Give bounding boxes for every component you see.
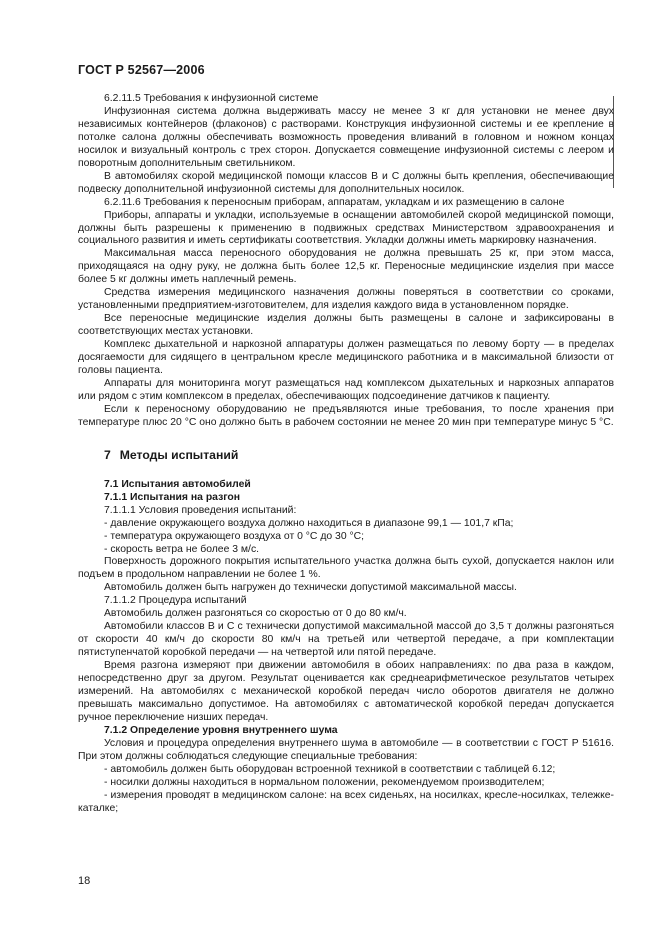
paragraph: Время разгона измеряют при движении автомобиля в обоих направлениях: по два раза в каждом, непосредственно друг за другом. Результат оценивается как среднеарифметическое результатов четырех измерений. На автомобилях с механической коробкой передач число оборотов двигателя не должно превышать максимально допустимое. На автомобилях с автоматической коробкой передач допускается ручное переключение низших передач. — [78, 660, 614, 723]
page-number: 18 — [78, 875, 91, 887]
paragraph: Автомобиль должен быть нагружен до технически допустимой максимальной массы. — [104, 582, 517, 594]
paragraph: - скорость ветра не более 3 м/с. — [104, 543, 260, 555]
paragraph: Условия и процедура определения внутреннего шума в автомобиле — в соответствии с ГОСТ Р 51616. При этом должны соблюдаться следующие специальные требования: — [78, 737, 614, 762]
paragraph: - носилки должны находиться в нормальном положении, рекомендуемом производителем; — [104, 776, 545, 788]
paragraph: - измерения проводят в медицинском салоне: на всех сиденьях, на носилках, кресле-носилках, тележке-каталке; — [78, 789, 614, 814]
subsection-heading: 7.1 Испытания автомобилей — [104, 478, 251, 490]
paragraph: Инфузионная система должна выдерживать массу не менее 3 кг для установки не менее двух независимых контейнеров (флаконов) с растворами. Конструкция инфузионной системы и ее крепление в потолке салона должны обеспечивать возможность проведения вливаний в головном и ножном концах носилок и визуальный контроль с трех сторон. Допускается совмещение инфузионной системы с леером и поворотным дополнительным светильником. — [78, 105, 614, 169]
paragraph: Комплекс дыхательной и наркозной аппаратуры должен размещаться по левому борту — в пределах досягаемости для сидящего в центральном кресле медицинского работника и в максимальной близости от головы пациента. — [78, 339, 614, 377]
section-heading — [78, 449, 614, 462]
paragraph: 7.1.1.1 Условия проведения испытаний: — [104, 504, 297, 516]
paragraph: - автомобиль должен быть оборудован встроенной техникой в соответствии с таблицей 6.12; — [104, 763, 556, 775]
document-body — [78, 93, 614, 816]
paragraph: 7.1.1.2 Процедура испытаний — [104, 595, 247, 607]
paragraph: Приборы, аппараты и укладки, используемые в оснащении автомобилей скорой медицинской помощи, должны быть разрешены к применению в подвижных средствах Министерством здравоохранения и социального развития и иметь сертификаты соответствия. Укладки должны иметь маркировку назначения. — [78, 209, 614, 247]
section-number: 7 — [104, 447, 111, 462]
paragraph: Автомобили классов В и С с технически допустимой максимальной массой до 3,5 т должны разгоняться от скорости 40 км/ч до скорости 80 км/ч на третьей или четвертой передаче, а при комплектации пятиступенчатой коробкой передачи — на четвертой или пятой передаче. — [78, 621, 614, 659]
subsection-heading: 7.1.1 Испытания на разгон — [104, 491, 241, 503]
paragraph: Автомобиль должен разгоняться со скоростью от 0 до 80 км/ч. — [104, 608, 407, 620]
paragraph: - давление окружающего воздуха должно находиться в диапазоне 99,1 — 101,7 кПа; — [104, 517, 514, 529]
paragraph: Аппараты для мониторинга могут размещаться над комплексом дыхательных и наркозных аппаратов или рядом с этим комплексом в пределах, обеспечивающих подсоединение датчиков к пациенту. — [78, 377, 614, 402]
paragraph: В автомобилях скорой медицинской помощи классов В и С должны быть крепления, обеспечивающие подвеску дополнительной инфузионной системы для дополнительных носилок. — [78, 170, 614, 195]
subsection-heading: 7.1.2 Определение уровня внутреннего шума — [104, 724, 338, 736]
paragraph: Средства измерения медицинского назначения должны поверяться в соответствии со сроками, установленными предприятием-изготовителем, для изделия каждого вида в установленном порядке. — [78, 287, 614, 312]
paragraph: Если к переносному оборудованию не предъявляются иные требования, то после хранения при температуре плюс 20 °С оно должно быть в рабочем состоянии не менее 20 мин при температуре минус 5 °С. — [78, 403, 614, 428]
paragraph: 6.2.11.5 Требования к инфузионной системе — [104, 93, 319, 104]
paragraph: - температура окружающего воздуха от 0 °С до 30 °С; — [104, 530, 365, 542]
document-header: ГОСТ Р 52567—2006 — [78, 63, 205, 77]
paragraph: Поверхность дорожного покрытия испытательного участка должна быть сухой, допускается наклон или подъем в продольном направлении не более 1 %. — [78, 556, 614, 581]
paragraph: Все переносные медицинские изделия должны быть размещены в салоне и зафиксированы в соответствующих местах установки. — [78, 313, 614, 338]
paragraph: Максимальная масса переносного оборудования не должна превышать 25 кг, при этом масса, приходящаяся на одну руку, не должна быть более 12,5 кг. Переносные медицинские изделия при массе более 5 кг должны иметь наплечный ремень. — [78, 248, 614, 286]
section-title: Методы испытаний — [119, 447, 239, 462]
paragraph: 6.2.11.6 Требования к переносным приборам, аппаратам, укладкам и их размещению в салоне — [104, 196, 565, 208]
